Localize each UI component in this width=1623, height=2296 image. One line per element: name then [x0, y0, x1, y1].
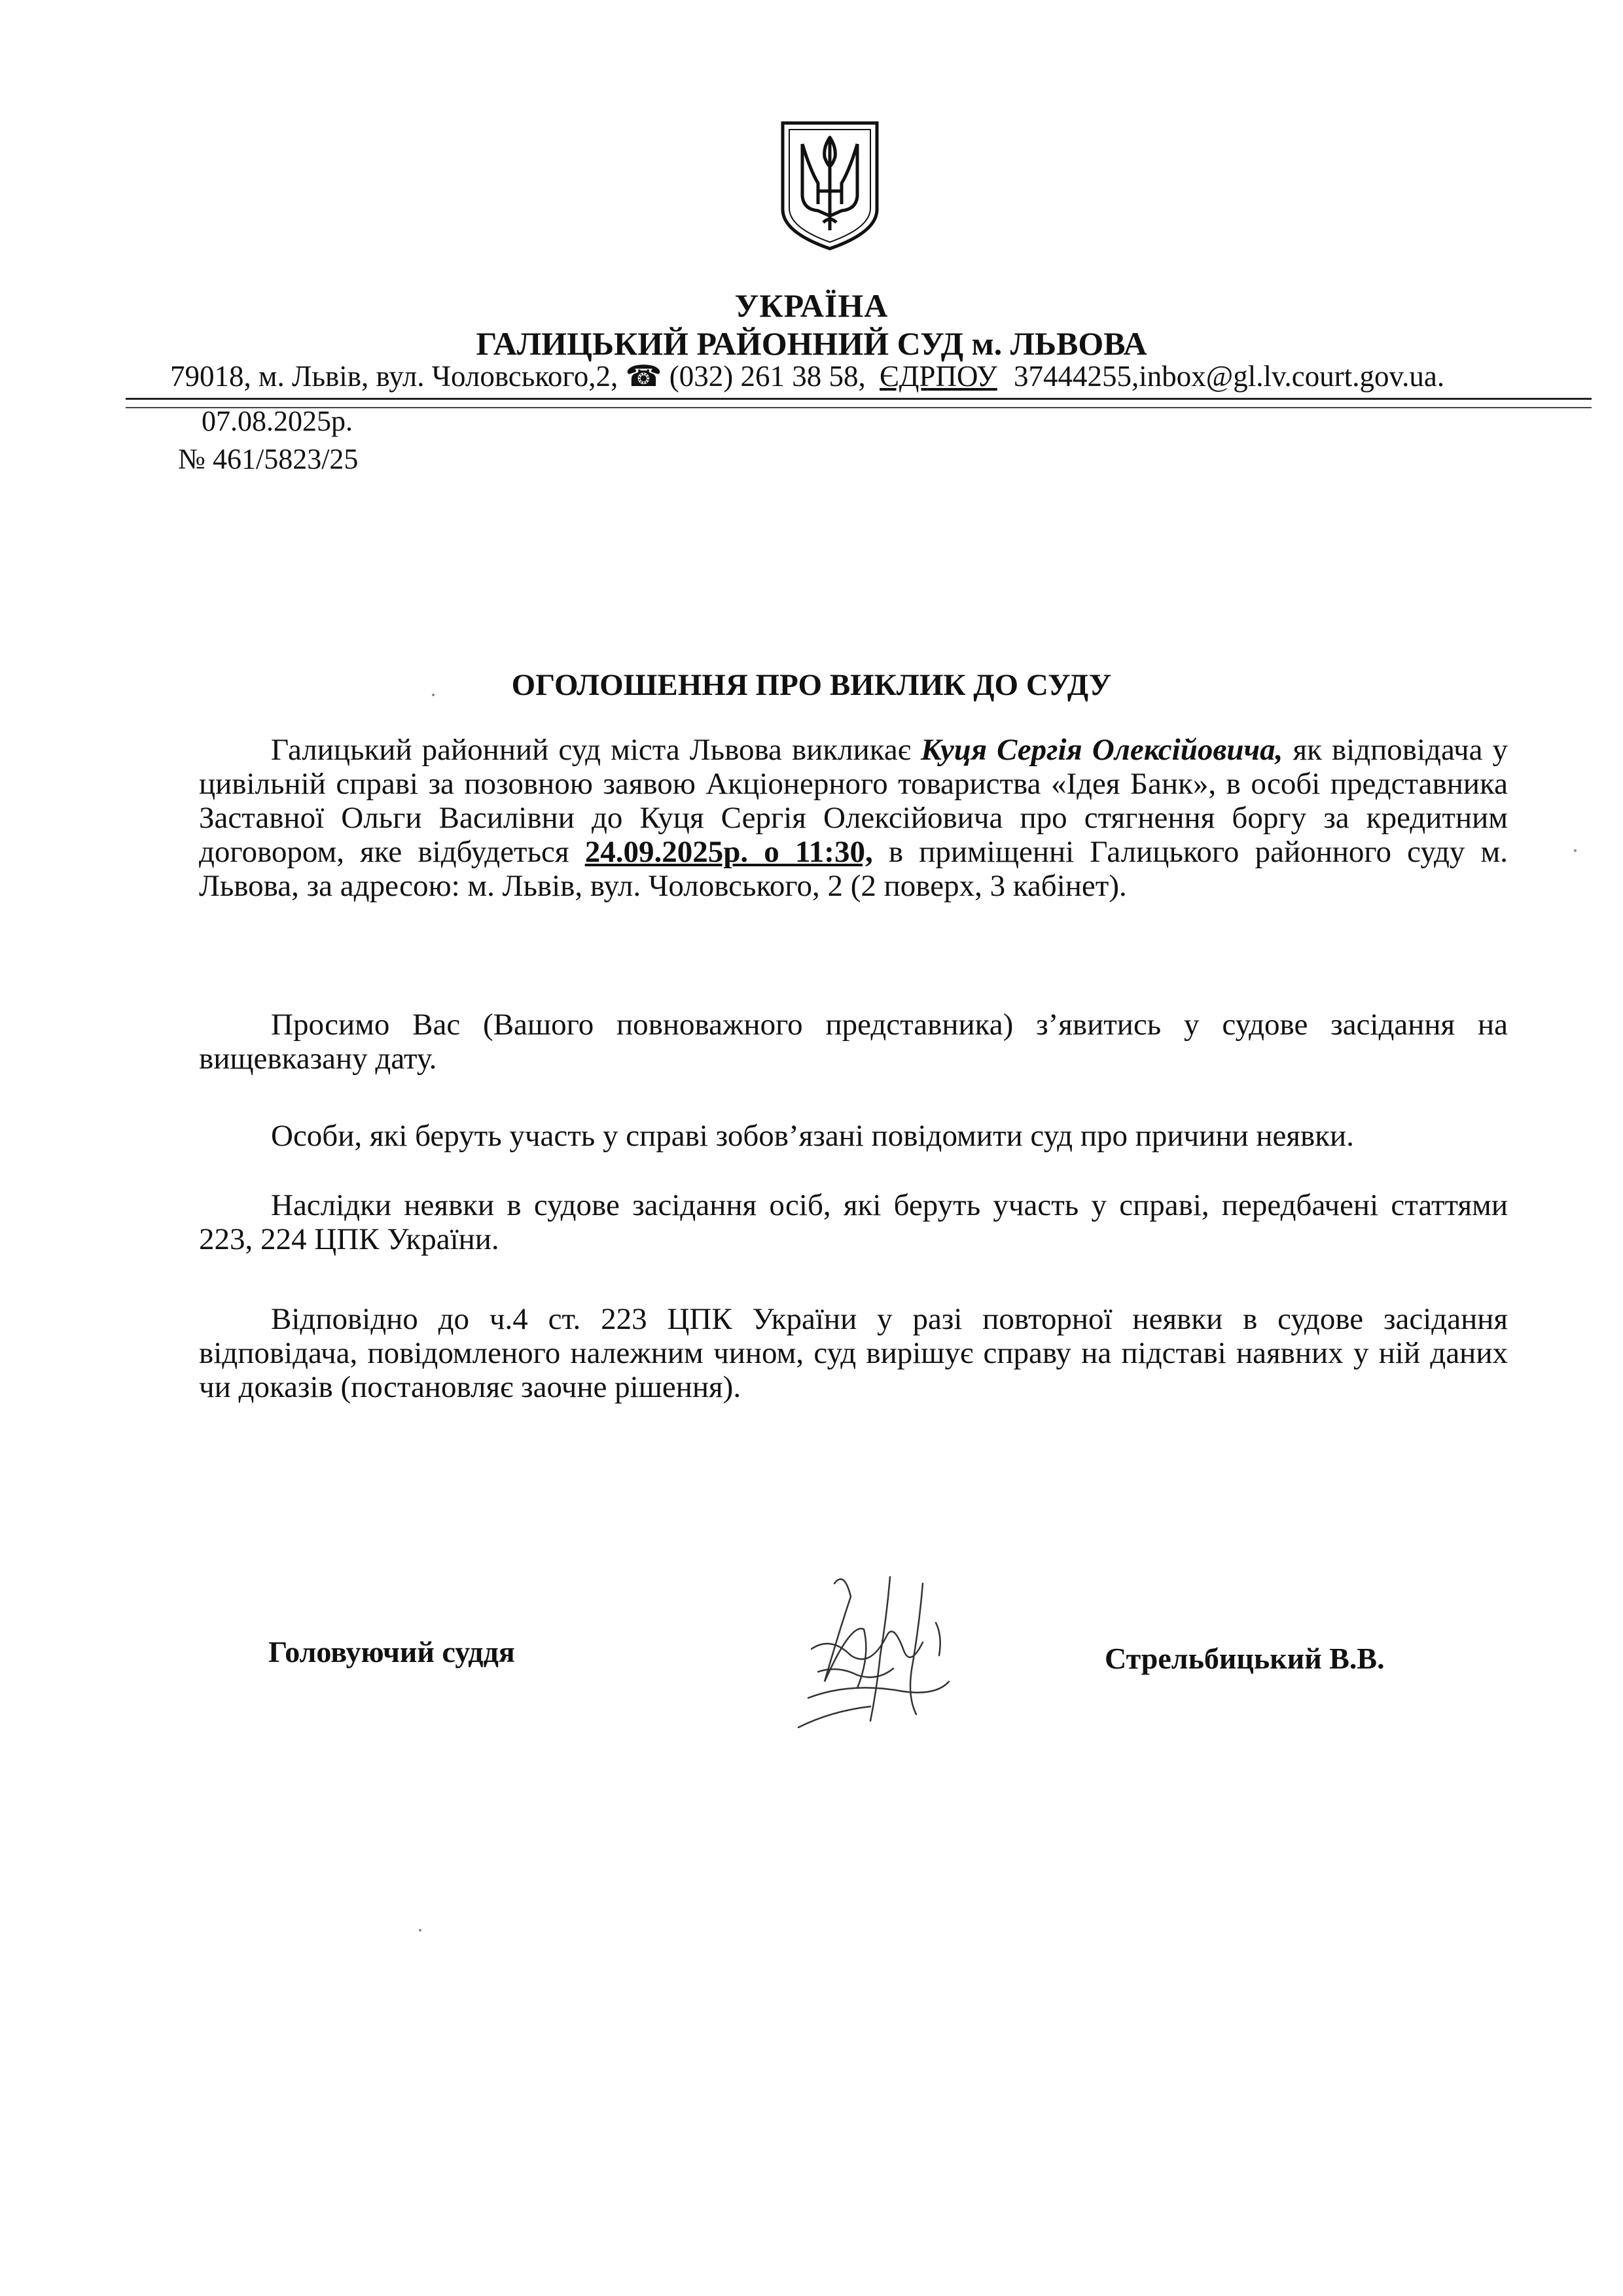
court-address: 79018, м. Львів, вул. Чоловського,2, [170, 360, 618, 393]
edrpou-label: ЄДРПОУ [880, 360, 997, 393]
scan-speck [1574, 849, 1577, 852]
judge-role: Головуючий суддя [268, 1635, 515, 1669]
body-paragraph-2 [199, 1008, 1508, 1076]
hearing-datetime: 24.09.2025р. о 11:30, [584, 835, 873, 869]
p3-text: Особи, які беруть участь у справі зобов’язані повідомити суд про причини неявки. [271, 1119, 1354, 1153]
body-paragraph-4 [199, 1188, 1508, 1256]
court-phone: (032) 261 38 58, [669, 360, 866, 393]
p2-text: Просимо Вас (Вашого повноважного представника) з’явитись у судове засідання на вищевказану дату. [199, 1008, 1508, 1076]
document-title: ОГОЛОШЕННЯ ПРО ВИКЛИК ДО СУДУ [511, 668, 1112, 702]
p5-text: Відповідно до ч.4 ст. 223 ЦПК України у разі повторної неявки в судове засідання відповідача, повідомленого належним чином, суд вирішує справу на підставі наявних у ній даних чи доказів (постановляє заочне рішення). [199, 1302, 1508, 1404]
handwritten-signature-icon [772, 1557, 982, 1754]
p1-end: в приміщенні Галицького районного суду м. Львова, за адресою: м. Львів, вул. Чоловського, 2 (2 поверх, 3 кабінет). [199, 835, 1508, 903]
body-paragraph-1 [199, 733, 1508, 903]
court-contacts-line [170, 359, 1590, 393]
p1-mid: як відповідача у цивільній справі за позовною заявою Акціонерного товариства «Ідея Банк», в особі представника Заставної Ольги Василівни до Куця Сергія Олексійовича про стягнення боргу за кредитним договором, яке відбудеться [199, 733, 1508, 869]
body-paragraph-5 [199, 1302, 1508, 1404]
judge-name: Стрельбицький В.В. [1105, 1642, 1385, 1675]
defendant-name: Куця Сергія Олексійовича, [920, 733, 1283, 767]
case-number: № 461/5823/25 [178, 443, 359, 475]
telephone-icon: ☎ [625, 359, 662, 393]
country-heading: УКРАЇНА [734, 287, 889, 324]
trident-coat-of-arms-icon [777, 118, 882, 252]
document-date: 07.08.2025р. [202, 405, 353, 437]
header-divider [126, 398, 1592, 400]
court-name-heading: ГАЛИЦЬКИЙ РАЙОННИЙ СУД м. ЛЬВОВА [476, 325, 1147, 362]
body-paragraph-3 [199, 1119, 1508, 1153]
scan-speck [432, 694, 435, 696]
edrpou-email: 37444255,inbox@gl.lv.court.gov.ua. [1014, 360, 1445, 393]
p4-text: Наслідки неявки в судове засідання осіб, які беруть участь у справі, передбачені статтями 223, 224 ЦПК України. [199, 1188, 1508, 1256]
scan-speck [419, 1929, 421, 1932]
p1-start: Галицький районний суд міста Львова викликає [271, 733, 911, 767]
